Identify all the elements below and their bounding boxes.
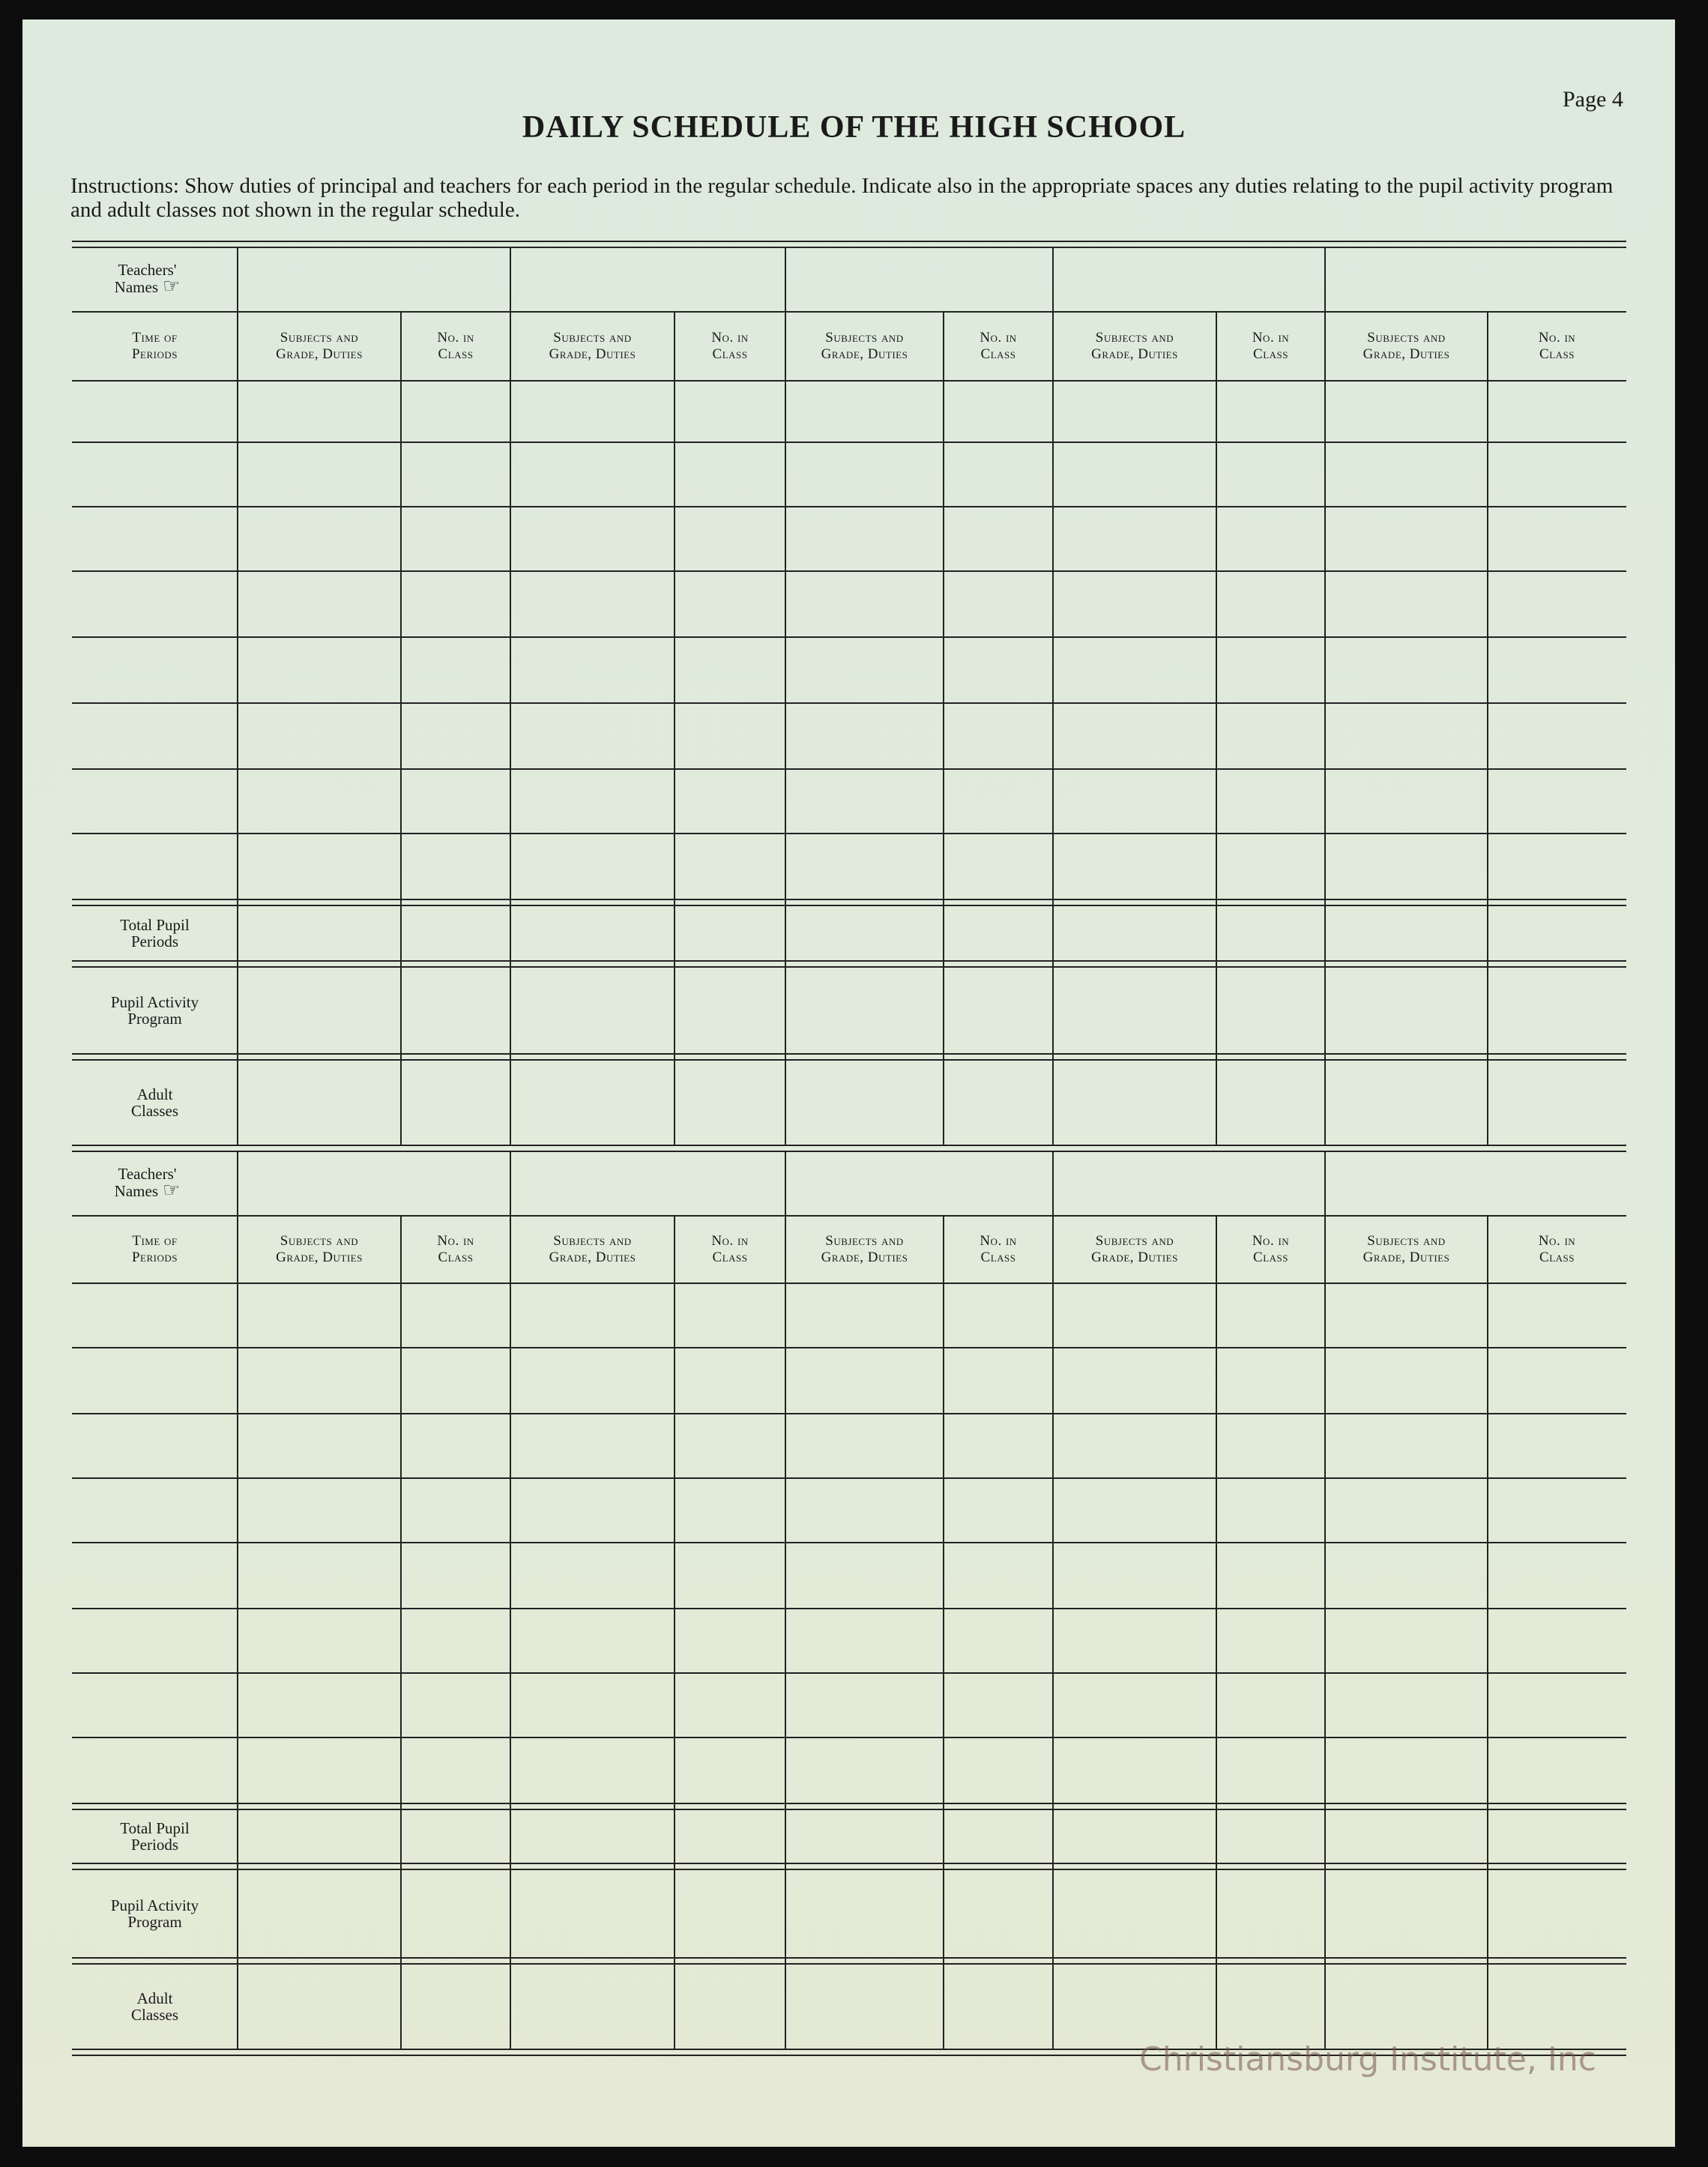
- subjects-grade-duties-header-line: Subjects and: [1095, 1233, 1174, 1249]
- no-in-class-header-line: Class: [980, 346, 1016, 362]
- watermark: Christiansburg Institute, Inc: [1139, 2040, 1596, 2079]
- teachers-names-label: [73, 261, 223, 298]
- adult-classes-label: [80, 1990, 230, 2023]
- adult-classes-label-line: Adult: [136, 1989, 173, 2007]
- pointing-hand-icon: ☞: [163, 1179, 181, 1202]
- no-in-class-header: [381, 1233, 531, 1266]
- no-in-class-header-line: No. in: [1538, 1233, 1576, 1249]
- no-in-class-header-line: Class: [1539, 346, 1575, 362]
- teachers-names-label-line: Names ☞: [114, 275, 181, 298]
- pupil-activity-program-label-line: Pupil Activity: [110, 993, 199, 1011]
- subjects-grade-duties-header-line: Grade, Duties: [276, 346, 363, 362]
- subjects-grade-duties-header-line: Subjects and: [280, 1233, 359, 1249]
- teachers-names-label: [73, 1165, 223, 1202]
- pupil-activity-program-label-line: Program: [127, 1913, 182, 1931]
- no-in-class-header-line: No. in: [437, 330, 474, 346]
- subjects-grade-duties-header-line: Grade, Duties: [1091, 346, 1178, 362]
- pupil-activity-program-label: [80, 994, 230, 1027]
- subjects-grade-duties-header: [518, 1233, 668, 1266]
- subjects-grade-duties-header: [790, 330, 940, 363]
- subjects-grade-duties-header: [1332, 330, 1482, 363]
- pupil-activity-program-label: [80, 1897, 230, 1930]
- pointing-hand-icon: ☞: [163, 275, 181, 298]
- time-of-periods-label: [80, 1233, 230, 1266]
- subjects-grade-duties-header: [790, 1233, 940, 1266]
- subjects-grade-duties-header-line: Grade, Duties: [549, 1250, 636, 1265]
- subjects-grade-duties-header: [1060, 330, 1210, 363]
- subjects-grade-duties-header-line: Subjects and: [825, 1233, 904, 1249]
- subjects-grade-duties-header-line: Subjects and: [280, 330, 359, 346]
- total-pupil-periods-label-line: Periods: [131, 1836, 178, 1854]
- no-in-class-header-line: Class: [1253, 1250, 1288, 1265]
- adult-classes-label-line: Classes: [131, 1102, 178, 1120]
- no-in-class-header: [655, 330, 805, 363]
- no-in-class-header-line: No. in: [437, 1233, 474, 1249]
- no-in-class-header-line: No. in: [1252, 330, 1290, 346]
- no-in-class-header-line: No. in: [1538, 330, 1576, 346]
- total-pupil-periods-label: [80, 917, 230, 950]
- no-in-class-header-line: Class: [712, 1250, 748, 1265]
- subjects-grade-duties-header-line: Grade, Duties: [1363, 1250, 1450, 1265]
- subjects-grade-duties-header: [244, 330, 394, 363]
- subjects-grade-duties-header-line: Subjects and: [825, 330, 904, 346]
- subjects-grade-duties-header: [244, 1233, 394, 1266]
- page-title: DAILY SCHEDULE OF THE HIGH SCHOOL: [522, 110, 1186, 145]
- no-in-class-header: [655, 1233, 805, 1266]
- no-in-class-header-line: Class: [1539, 1250, 1575, 1265]
- no-in-class-header-line: No. in: [1252, 1233, 1290, 1249]
- total-pupil-periods-label: [80, 1820, 230, 1853]
- no-in-class-header-line: Class: [438, 346, 474, 362]
- time-of-periods-label-line: Periods: [131, 346, 178, 362]
- subjects-grade-duties-header: [1332, 1233, 1482, 1266]
- subjects-grade-duties-header-line: Grade, Duties: [276, 1250, 363, 1265]
- subjects-grade-duties-header-line: Subjects and: [553, 330, 632, 346]
- no-in-class-header-line: No. in: [711, 1233, 749, 1249]
- time-of-periods-label-line: Periods: [131, 1250, 178, 1265]
- no-in-class-header-line: Class: [980, 1250, 1016, 1265]
- time-of-periods-label-line: Time of: [132, 1233, 178, 1249]
- page-number: Page 4: [1563, 87, 1623, 112]
- no-in-class-header: [1196, 330, 1346, 363]
- no-in-class-header-line: Class: [438, 1250, 474, 1265]
- no-in-class-header-line: No. in: [711, 330, 749, 346]
- teachers-names-label-line: Teachers': [118, 1165, 177, 1183]
- no-in-class-header: [1482, 1233, 1632, 1266]
- no-in-class-header-line: Class: [712, 346, 748, 362]
- no-in-class-header-line: No. in: [980, 330, 1017, 346]
- subjects-grade-duties-header-line: Grade, Duties: [821, 346, 908, 362]
- no-in-class-header: [1482, 330, 1632, 363]
- total-pupil-periods-label-line: Total Pupil: [120, 916, 190, 934]
- subjects-grade-duties-header: [518, 330, 668, 363]
- no-in-class-header: [381, 330, 531, 363]
- no-in-class-header: [1196, 1233, 1346, 1266]
- adult-classes-label-line: Classes: [131, 2006, 178, 2024]
- subjects-grade-duties-header-line: Subjects and: [1095, 330, 1174, 346]
- subjects-grade-duties-header: [1060, 1233, 1210, 1266]
- time-of-periods-label-line: Time of: [132, 330, 178, 346]
- total-pupil-periods-label-line: Total Pupil: [120, 1819, 190, 1837]
- subjects-grade-duties-header-line: Grade, Duties: [821, 1250, 908, 1265]
- subjects-grade-duties-header-line: Subjects and: [1367, 330, 1446, 346]
- teachers-names-label-line: Teachers': [118, 261, 177, 279]
- pupil-activity-program-label-line: Pupil Activity: [110, 1896, 199, 1914]
- time-of-periods-label: [80, 330, 230, 363]
- adult-classes-label: [80, 1086, 230, 1119]
- instructions-text: Instructions: Show duties of principal and teachers for each period in the regular schedule. Indicate also in the appropriate spaces any duties relating to the pupil activity program and adult classes not shown in the regular schedule.: [70, 174, 1614, 222]
- pupil-activity-program-label-line: Program: [127, 1010, 182, 1028]
- subjects-grade-duties-header-line: Grade, Duties: [1363, 346, 1450, 362]
- adult-classes-label-line: Adult: [136, 1085, 173, 1103]
- subjects-grade-duties-header-line: Grade, Duties: [1091, 1250, 1178, 1265]
- no-in-class-header: [923, 330, 1073, 363]
- subjects-grade-duties-header-line: Subjects and: [553, 1233, 632, 1249]
- teachers-names-label-line: Names ☞: [114, 1179, 181, 1202]
- no-in-class-header: [923, 1233, 1073, 1266]
- total-pupil-periods-label-line: Periods: [131, 932, 178, 950]
- subjects-grade-duties-header-line: Grade, Duties: [549, 346, 636, 362]
- subjects-grade-duties-header-line: Subjects and: [1367, 1233, 1446, 1249]
- no-in-class-header-line: Class: [1253, 346, 1288, 362]
- no-in-class-header-line: No. in: [980, 1233, 1017, 1249]
